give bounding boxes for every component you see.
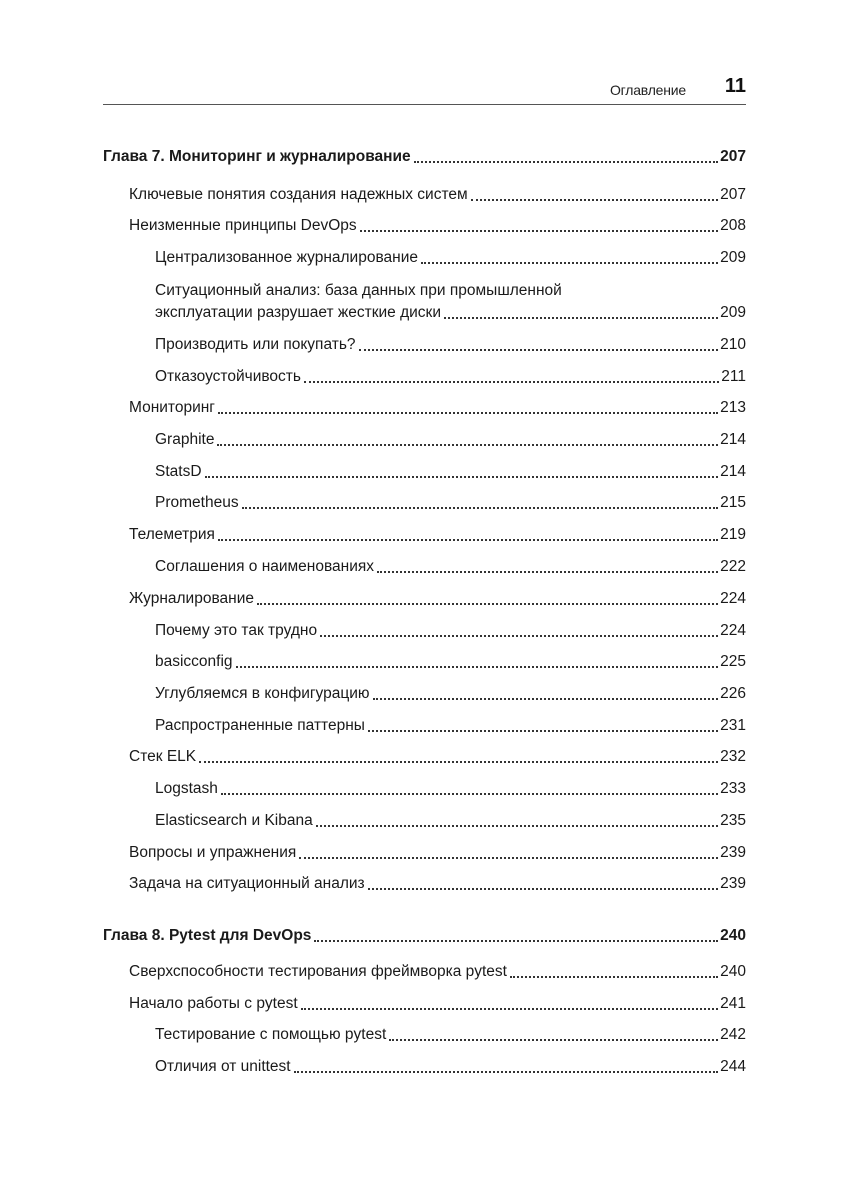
toc-entry[interactable]	[129, 398, 746, 418]
toc-entry[interactable]	[155, 716, 746, 736]
toc-entry[interactable]	[155, 303, 746, 323]
toc-entry-title: эксплуатации разрушает жесткие диски	[155, 304, 441, 321]
toc-entry[interactable]	[155, 1057, 746, 1077]
toc-entry-page: 214	[720, 463, 746, 480]
leader-dots	[389, 1039, 718, 1041]
toc-entry-page: 222	[720, 558, 746, 575]
toc-entry[interactable]	[129, 994, 746, 1014]
toc-entry-title: Централизованное журналирование	[155, 249, 418, 266]
toc-entry-page: 209	[720, 304, 746, 321]
leader-dots	[316, 825, 718, 827]
toc-entry-title: Начало работы с pytest	[129, 995, 298, 1012]
toc-entry[interactable]	[129, 525, 746, 545]
leader-dots	[368, 730, 718, 732]
toc-entry-title: Сверхспособности тестирования фреймворка pytest	[129, 963, 507, 980]
header-page-number: 11	[724, 75, 746, 97]
toc-chapter-7[interactable]	[103, 147, 746, 167]
toc-entry-title: Logstash	[155, 780, 218, 797]
leader-dots	[359, 349, 719, 351]
leader-dots	[218, 412, 718, 414]
toc-entry[interactable]	[129, 589, 746, 609]
toc-entry[interactable]	[129, 843, 746, 863]
toc-entry-page: 214	[720, 431, 746, 448]
toc-entry-title: Производить или покупать?	[155, 336, 356, 353]
leader-dots	[242, 507, 719, 509]
leader-dots	[471, 199, 718, 201]
toc-chapter-8[interactable]	[103, 926, 746, 946]
toc-entry-page: 235	[720, 812, 746, 829]
leader-dots	[205, 476, 719, 478]
toc-entry-page: 242	[720, 1026, 746, 1043]
toc-entry[interactable]	[155, 1025, 746, 1045]
toc-entry-title: Стек ELK	[129, 748, 197, 765]
toc-entry-title: Задача на ситуационный анализ	[129, 875, 365, 892]
toc-entry-title: Почему это так трудно	[155, 622, 318, 639]
toc-entry-page: 210	[720, 336, 746, 353]
toc-entry-page: 231	[720, 717, 746, 734]
toc-entry-title: StatsD	[155, 463, 202, 480]
toc-entry[interactable]	[155, 621, 746, 641]
toc-entry-title: Журналирование	[129, 590, 254, 607]
toc-entry-title: Prometheus	[155, 494, 239, 511]
toc-entry-title: Соглашения о наименованиях	[155, 558, 375, 575]
toc-entry-page: 226	[720, 685, 746, 702]
toc-entry[interactable]	[155, 557, 746, 577]
toc-entry-page: 211	[721, 368, 746, 385]
toc-entry-title: Отказоустойчивость	[155, 368, 301, 385]
toc-entry[interactable]	[155, 652, 746, 672]
toc-entry-title: Ключевые понятия создания надежных систем	[129, 186, 468, 203]
toc-entry[interactable]	[129, 185, 746, 205]
leader-dots	[421, 262, 718, 264]
toc-entry-page: 207	[720, 186, 746, 203]
toc-entry[interactable]	[155, 335, 746, 355]
toc-entry[interactable]	[155, 811, 746, 831]
toc-entry[interactable]	[155, 462, 746, 482]
toc-entry-title: basicconfig	[155, 653, 233, 670]
leader-dots	[373, 698, 719, 700]
leader-dots	[217, 444, 718, 446]
toc-entry-title: Отличия от unittest	[155, 1058, 291, 1075]
toc-entry-page: 213	[720, 399, 746, 416]
toc-entry[interactable]	[129, 216, 746, 236]
toc-entry[interactable]	[155, 248, 746, 268]
toc-entry[interactable]	[129, 962, 746, 982]
leader-dots	[299, 857, 718, 859]
toc-entry[interactable]	[129, 747, 746, 767]
toc-entry-page: 224	[720, 590, 746, 607]
leader-dots	[236, 666, 719, 668]
toc-entry-page: 240	[720, 927, 746, 944]
leader-dots	[368, 888, 718, 890]
toc-entry-title: Углубляемся в конфигурацию	[155, 685, 370, 702]
toc-entry-page: 219	[720, 526, 746, 543]
toc-entry-title: Мониторинг	[129, 399, 215, 416]
leader-dots	[414, 161, 718, 163]
leader-dots	[510, 976, 718, 978]
header-title: Оглавление	[609, 82, 686, 98]
toc-entry[interactable]	[155, 430, 746, 450]
toc-entry[interactable]	[155, 779, 746, 799]
toc-entry-page: 225	[720, 653, 746, 670]
toc-entry-page: 244	[720, 1058, 746, 1075]
toc-entry-title: Глава 8. Pytest для DevOps	[103, 927, 312, 944]
toc-entry-title: Неизменные принципы DevOps	[129, 217, 357, 234]
toc-entry-page: 224	[720, 622, 746, 639]
toc-entry-title: Elasticsearch и Kibana	[155, 812, 313, 829]
toc-entry[interactable]	[155, 684, 746, 704]
toc-entry-title: Graphite	[155, 431, 215, 448]
toc-entry-title: Глава 7. Мониторинг и журналирование	[103, 148, 411, 165]
toc-entry[interactable]	[155, 493, 746, 513]
toc-entry-page: 208	[720, 217, 746, 234]
leader-dots	[199, 761, 718, 763]
toc-entry-page: 239	[720, 844, 746, 861]
toc-entry-title: Телеметрия	[129, 526, 215, 543]
leader-dots	[221, 793, 718, 795]
leader-dots	[294, 1071, 719, 1073]
leader-dots	[301, 1008, 718, 1010]
toc-entry-title: Распространенные паттерны	[155, 717, 365, 734]
leader-dots	[218, 539, 718, 541]
leader-dots	[257, 603, 718, 605]
toc-entry-title: Тестирование с помощью pytest	[155, 1026, 387, 1043]
leader-dots	[314, 940, 718, 942]
toc-entry-page: 240	[720, 963, 746, 980]
toc-entry-page: 215	[720, 494, 746, 511]
toc-entry-page: 233	[720, 780, 746, 797]
leader-dots	[304, 381, 719, 383]
toc-entry[interactable]	[155, 367, 746, 387]
toc-entry-page: 232	[720, 748, 746, 765]
toc-entry-page: 239	[720, 875, 746, 892]
toc-entry-title: Вопросы и упражнения	[129, 844, 297, 861]
leader-dots	[360, 230, 718, 232]
toc-entry-page: 241	[720, 995, 746, 1012]
leader-dots	[444, 317, 718, 319]
leader-dots	[320, 635, 718, 637]
leader-dots	[377, 571, 718, 573]
toc-entry-title-line1[interactable]: Ситуационный анализ: база данных при промышленной	[155, 282, 562, 299]
toc-entry[interactable]	[129, 874, 746, 894]
toc-entry-page: 209	[720, 249, 746, 266]
toc-entry-page: 207	[720, 148, 746, 165]
